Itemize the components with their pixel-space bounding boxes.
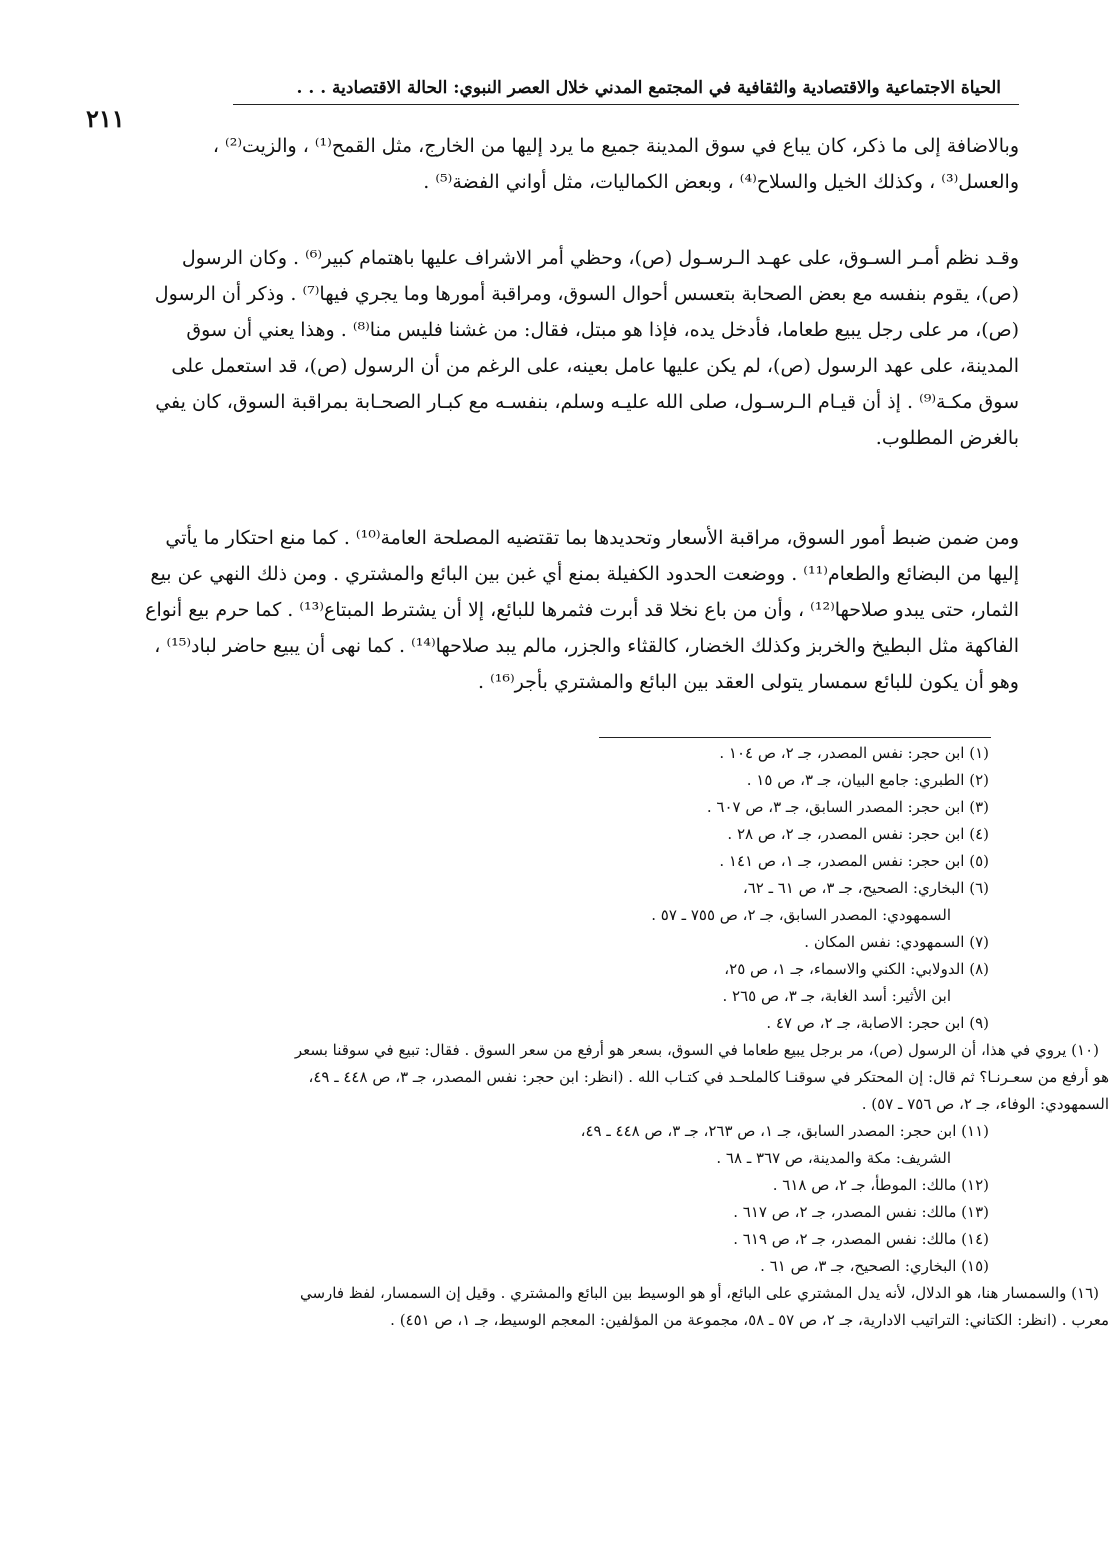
footnote-continuation: معرب . (انظر: الكتاني: التراتيب الادارية، جـ ٢، ص ٥٧ ـ ٥٨، مجموعة من المؤلفين: المعجم الوسيط، جـ ١، ص ٤٥١) . xyxy=(390,1311,1109,1329)
footnote: (١٠) يروي في هذا، أن الرسول (ص)، مر برجل يبيع طعاما في السوق، بسعر هو أرفع من سعر السوق . فقال: تبيع في سوقنا بسعر xyxy=(294,1041,1099,1059)
paragraph-3 xyxy=(129,520,1019,700)
footnote: (١١) ابن حجر: المصدر السابق، جـ ١، ص ٢٦٣، جـ ٣، ص ٤٤٨ ـ ٤٩، xyxy=(580,1122,989,1140)
footnote-continuation: هو أرفع من سعـرنـا؟ ثم قال: إن المحتكر في سوقنـا كالملحـد في كتـاب الله . (انظر: ابن حجر: نفس المصدر، جـ ٣، ص ٤٤٨ ـ ٤٩، xyxy=(308,1068,1109,1086)
footnote: (١٢) مالك: الموطأ، جـ ٢، ص ٦١٨ . xyxy=(772,1176,989,1194)
footnote: (٥) ابن حجر: نفس المصدر، جـ ١، ص ١٤١ . xyxy=(719,852,989,870)
text-line: الفاكهة مثل البطيخ والخربز وكذلك الخضار، كالقثاء والجزر، مالم يبد صلاحها⁽¹⁴⁾ . كما نهى أن يبيع حاضر لباد⁽¹⁵⁾ ، xyxy=(154,635,1019,657)
text-line: والعسل⁽³⁾ ، وكذلك الخيل والسلاح⁽⁴⁾ ، وبعض الكماليات، مثل أواني الفضة⁽⁵⁾ . xyxy=(423,171,1019,193)
footnote: (١٥) البخاري: الصحيح، جـ ٣، ص ٦١ . xyxy=(760,1257,989,1275)
footnote: (٤) ابن حجر: نفس المصدر، جـ ٢، ص ٢٨ . xyxy=(727,825,989,843)
header-divider xyxy=(233,104,1019,105)
footnote: (٦) البخاري: الصحيح، جـ ٣، ص ٦١ ـ ٦٢، xyxy=(742,879,989,897)
text-line: (ص)، يقوم بنفسه مع بعض الصحابة بتعسس أحوال السوق، ومراقبة أمورها وما يجري فيها⁽⁷⁾ . وذكر أن الرسول xyxy=(154,283,1019,305)
text-line: بالغرض المطلوب. xyxy=(875,427,1019,449)
footnote: (١٣) مالك: نفس المصدر، جـ ٢، ص ٦١٧ . xyxy=(733,1203,989,1221)
footnote: (٣) ابن حجر: المصدر السابق، جـ ٣، ص ٦٠٧ . xyxy=(706,798,989,816)
footnote: (٢) الطبري: جامع البيان، جـ ٣، ص ١٥ . xyxy=(746,771,989,789)
footnote: (٩) ابن حجر: الاصابة، جـ ٢، ص ٤٧ . xyxy=(766,1014,989,1032)
text-line: إليها من البضائع والطعام⁽¹¹⁾ . ووضعت الحدود الكفيلة بمنع أي غبن بين البائع والمشتري . ومن ذلك النهي عن بيع xyxy=(150,563,1019,585)
footnote: (١٦) والسمسار هنا، هو الدلال، لأنه يدل المشتري على البائع، أو هو الوسيط بين البائع والمشتري . وقيل إن السمسار، لفظ فارسي xyxy=(299,1284,1099,1302)
footnote-continuation: السمهودي: المصدر السابق، جـ ٢، ص ٧٥٥ ـ ٥٧ . xyxy=(651,906,951,924)
text-line: (ص)، مر على رجل يبيع طعاما، فأدخل يده، فإذا هو مبتل، فقال: من غشنا فليس منا⁽⁸⁾ . وهذا يعني أن سوق xyxy=(186,319,1019,341)
footnote-continuation: السمهودي: الوفاء، جـ ٢، ص ٧٥٦ ـ ٥٧) . xyxy=(861,1095,1109,1113)
running-header: الحياة الاجتماعية والاقتصادية والثقافية في المجتمع المدني خلال العصر النبوي: الحالة الاقتصادية . . . xyxy=(296,78,1001,98)
footnote: (١) ابن حجر: نفس المصدر، جـ ٢، ص ١٠٤ . xyxy=(719,744,989,762)
footnote-continuation: ابن الأثير: أسد الغابة، جـ ٣، ص ٢٦٥ . xyxy=(722,987,951,1005)
footnote-continuation: الشريف: مكة والمدينة، ص ٣٦٧ ـ ٦٨ . xyxy=(716,1149,951,1167)
text-line: سوق مكـة⁽⁹⁾ . إذ أن قيـام الـرسـول، صلى الله عليـه وسلم، بنفسـه مع كبـار الصحـابة بمراقبة السوق، كان يفي xyxy=(155,391,1019,413)
text-line: وبالاضافة إلى ما ذكر، كان يباع في سوق المدينة جميع ما يرد إليها من الخارج، مثل القمح⁽¹⁾ ، والزيت⁽²⁾ ، xyxy=(212,135,1019,157)
text-line: وقـد نظم أمـر السـوق، على عهـد الـرسـول (ص)، وحظي أمر الاشراف عليها باهتمام كبير⁽⁶⁾ . وكان الرسول xyxy=(181,247,1019,269)
text-line: المدينة، على عهد الرسول (ص)، لم يكن عليها عامل بعينه، على الرغم من أن الرسول (ص)، قد استعمل على xyxy=(171,355,1019,377)
text-line: الثمار، حتى يبدو صلاحها⁽¹²⁾ ، وأن من باع نخلا قد أبرت فثمرها للبائع، إلا أن يشترط المبتاع⁽¹³⁾ . كما حرم بيع أنواع xyxy=(145,599,1019,621)
footnote: (١٤) مالك: نفس المصدر، جـ ٢، ص ٦١٩ . xyxy=(733,1230,989,1248)
footnote: (٨) الدولابي: الكني والاسماء، جـ ١، ص ٢٥، xyxy=(724,960,989,978)
text-line: ومن ضمن ضبط أمور السوق، مراقبة الأسعار وتحديدها بما تقتضيه المصلحة العامة⁽¹⁰⁾ . كما منع احتكار ما يأتي xyxy=(165,527,1019,549)
paragraph-2 xyxy=(129,240,1019,456)
footnotes xyxy=(109,740,1109,1334)
footnote-divider xyxy=(599,737,991,738)
text-line: وهو أن يكون للبائع سمسار يتولى العقد بين البائع والمشتري بأجر⁽¹⁶⁾ . xyxy=(478,671,1019,693)
footnote: (٧) السمهودي: نفس المكان . xyxy=(804,933,989,951)
paragraph-1 xyxy=(129,128,1019,200)
page-number: ٢١١ xyxy=(86,104,125,133)
